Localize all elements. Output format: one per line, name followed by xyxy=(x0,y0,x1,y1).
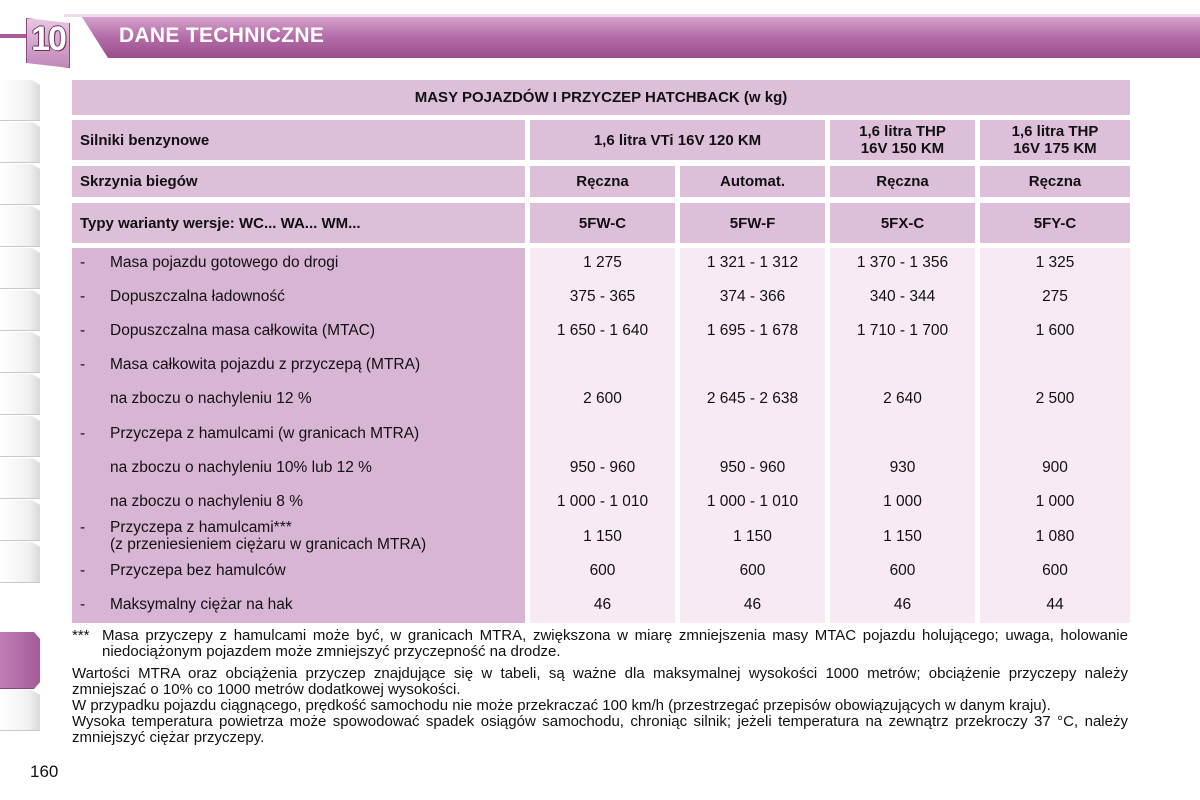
row-label: Przyczepa z hamulcami (w granicach MTRA) xyxy=(110,425,420,442)
note-paragraph: W przypadku pojazdu ciągnącego, prędkość samochodu nie może przekraczać 100 km/h (przestrzegać przepisów obowiązujących w danym kraju). xyxy=(72,697,1051,714)
type-code: 5FY-C xyxy=(980,203,1130,243)
row-value: 46 xyxy=(593,596,612,613)
row-value: 1 325 xyxy=(1035,254,1075,271)
side-tab[interactable] xyxy=(0,290,40,331)
row-value: 275 xyxy=(1042,288,1068,305)
row-dash: - xyxy=(80,254,86,271)
side-tab[interactable] xyxy=(0,248,40,289)
chapter-number: 10 xyxy=(31,20,65,58)
header-band-highlight xyxy=(64,14,1200,17)
row-label: na zboczu o nachyleniu 8 % xyxy=(110,493,304,510)
row-value: 44 xyxy=(1046,596,1064,613)
row-value: 600 xyxy=(889,562,916,579)
note-paragraph: Wysoka temperatura powietrza może spowodować spadek osiągów samochodu, chroniąc silnik; jeżeli temperatura na zewnątrz przekroczy 37 °C, należy zmniejszyć ciężar przyczepy. xyxy=(72,713,1128,746)
row-value: 930 xyxy=(889,459,916,476)
row-value: 1 600 xyxy=(1035,322,1075,339)
row-value: 600 xyxy=(589,562,616,579)
row-label: na zboczu o nachyleniu 12 % xyxy=(110,390,312,407)
row-value: 1 650 - 1 640 xyxy=(556,322,649,339)
types-label: Typy warianty wersje: WC... WA... WM... xyxy=(72,203,525,243)
row-dash: - xyxy=(80,425,86,442)
side-tab[interactable] xyxy=(0,458,40,499)
type-code: 5FW-F xyxy=(680,203,825,243)
type-code: 5FX-C xyxy=(830,203,975,243)
row-value: 900 xyxy=(1042,459,1068,476)
row-value: 1 695 - 1 678 xyxy=(706,322,799,339)
row-value: 950 - 960 xyxy=(719,459,786,476)
side-tab[interactable] xyxy=(0,206,40,247)
row-value: 1 080 xyxy=(1035,528,1075,545)
row-value: 1 000 - 1 010 xyxy=(706,493,799,510)
row-value: 1 000 xyxy=(883,493,922,510)
page-title: DANE TECHNICZNE xyxy=(119,24,325,47)
row-dash: - xyxy=(80,562,86,579)
engine-label: Silniki benzynowe xyxy=(72,120,525,160)
footnote-marker: *** xyxy=(72,627,90,644)
type-code: 5FW-C xyxy=(530,203,675,243)
engine-thp-150: 1,6 litra THP 16V 150 KM xyxy=(830,120,975,160)
side-tab-active[interactable] xyxy=(0,632,40,689)
row-dash: - xyxy=(80,356,86,373)
note-paragraph: Wartości MTRA oraz obciążenia przyczep znajdujące się w tabeli, są ważne dla maksymalnej wysokości 1000 metrów; obciążenie przyczepy należy zmniejszać o 10% co 1000 metrów dodatkowej wysokości. xyxy=(72,665,1128,698)
footnote-star xyxy=(72,628,1128,660)
footnote-text: Masa przyczepy z hamulcami może być, w granicach MTRA, zwiększona w miarę zmniejszenia masy MTAC pojazdu holującego; uwaga, holowanie niedociążonym pojazdem może zmniejszyć przyczepność na drodze. xyxy=(102,627,1128,660)
row-value: 2 500 xyxy=(1035,390,1075,407)
row-dash: - xyxy=(80,322,86,339)
row-dash: - xyxy=(80,519,86,536)
row-value: 1 150 xyxy=(883,528,922,545)
row-value: 600 xyxy=(1042,562,1068,579)
row-label: Maksymalny ciężar na hak xyxy=(110,596,293,613)
side-tab[interactable] xyxy=(0,690,40,731)
row-label: Masa całkowita pojazdu z przyczepą (MTRA) xyxy=(110,356,421,373)
row-value: 2 640 xyxy=(883,390,922,407)
row-label: Dopuszczalna masa całkowita (MTAC) xyxy=(110,322,376,339)
gearbox-cell: Ręczna xyxy=(830,166,975,197)
side-tab[interactable] xyxy=(0,164,40,205)
table-title: MASY POJAZDÓW I PRZYCZEP HATCHBACK (w kg) xyxy=(72,80,1130,115)
gearbox-cell: Ręczna xyxy=(530,166,675,197)
row-dash: - xyxy=(80,596,86,613)
gearbox-label: Skrzynia biegów xyxy=(72,166,525,197)
row-value: 600 xyxy=(739,562,766,579)
engine-thp-175: 1,6 litra THP 16V 175 KM xyxy=(980,120,1130,160)
row-value: 1 000 xyxy=(1035,493,1075,510)
row-value: 340 - 344 xyxy=(869,288,936,305)
row-value: 2 645 - 2 638 xyxy=(706,390,799,407)
row-label: Przyczepa z hamulcami*** (z przeniesieniem ciężaru w granicach MTRA) xyxy=(110,519,427,553)
row-value: 1 710 - 1 700 xyxy=(856,322,949,339)
row-value: 374 - 366 xyxy=(719,288,786,305)
side-tab[interactable] xyxy=(0,500,40,541)
row-value: 375 - 365 xyxy=(569,288,636,305)
chapter-side-tabs xyxy=(0,80,44,720)
row-value: 2 600 xyxy=(583,390,622,407)
footnotes xyxy=(72,628,1128,746)
row-label: na zboczu o nachyleniu 10% lub 12 % xyxy=(110,459,372,476)
row-dash: - xyxy=(80,288,86,305)
row-value: 46 xyxy=(743,596,762,613)
row-value: 1 275 xyxy=(583,254,622,271)
row-label: Masa pojazdu gotowego do drogi xyxy=(110,254,339,271)
gearbox-cell: Automat. xyxy=(680,166,825,197)
row-value: 950 - 960 xyxy=(569,459,636,476)
row-value: 1 370 - 1 356 xyxy=(856,254,949,271)
engine-vti-120: 1,6 litra VTi 16V 120 KM xyxy=(530,120,825,160)
row-value: 1 000 - 1 010 xyxy=(556,493,649,510)
row-label: Przyczepa bez hamulców xyxy=(110,562,286,579)
page-number: 160 xyxy=(30,762,59,781)
side-tab[interactable] xyxy=(0,332,40,373)
side-tab[interactable] xyxy=(0,122,40,163)
side-tab[interactable] xyxy=(0,80,40,121)
side-tab[interactable] xyxy=(0,542,40,583)
row-value: 46 xyxy=(893,596,912,613)
row-value: 1 150 xyxy=(583,528,622,545)
row-value: 1 321 - 1 312 xyxy=(706,254,799,271)
side-tab[interactable] xyxy=(0,374,40,415)
side-tab[interactable] xyxy=(0,416,40,457)
gearbox-cell: Ręczna xyxy=(980,166,1130,197)
row-label: Dopuszczalna ładowność xyxy=(110,288,285,305)
row-value: 1 150 xyxy=(733,528,772,545)
